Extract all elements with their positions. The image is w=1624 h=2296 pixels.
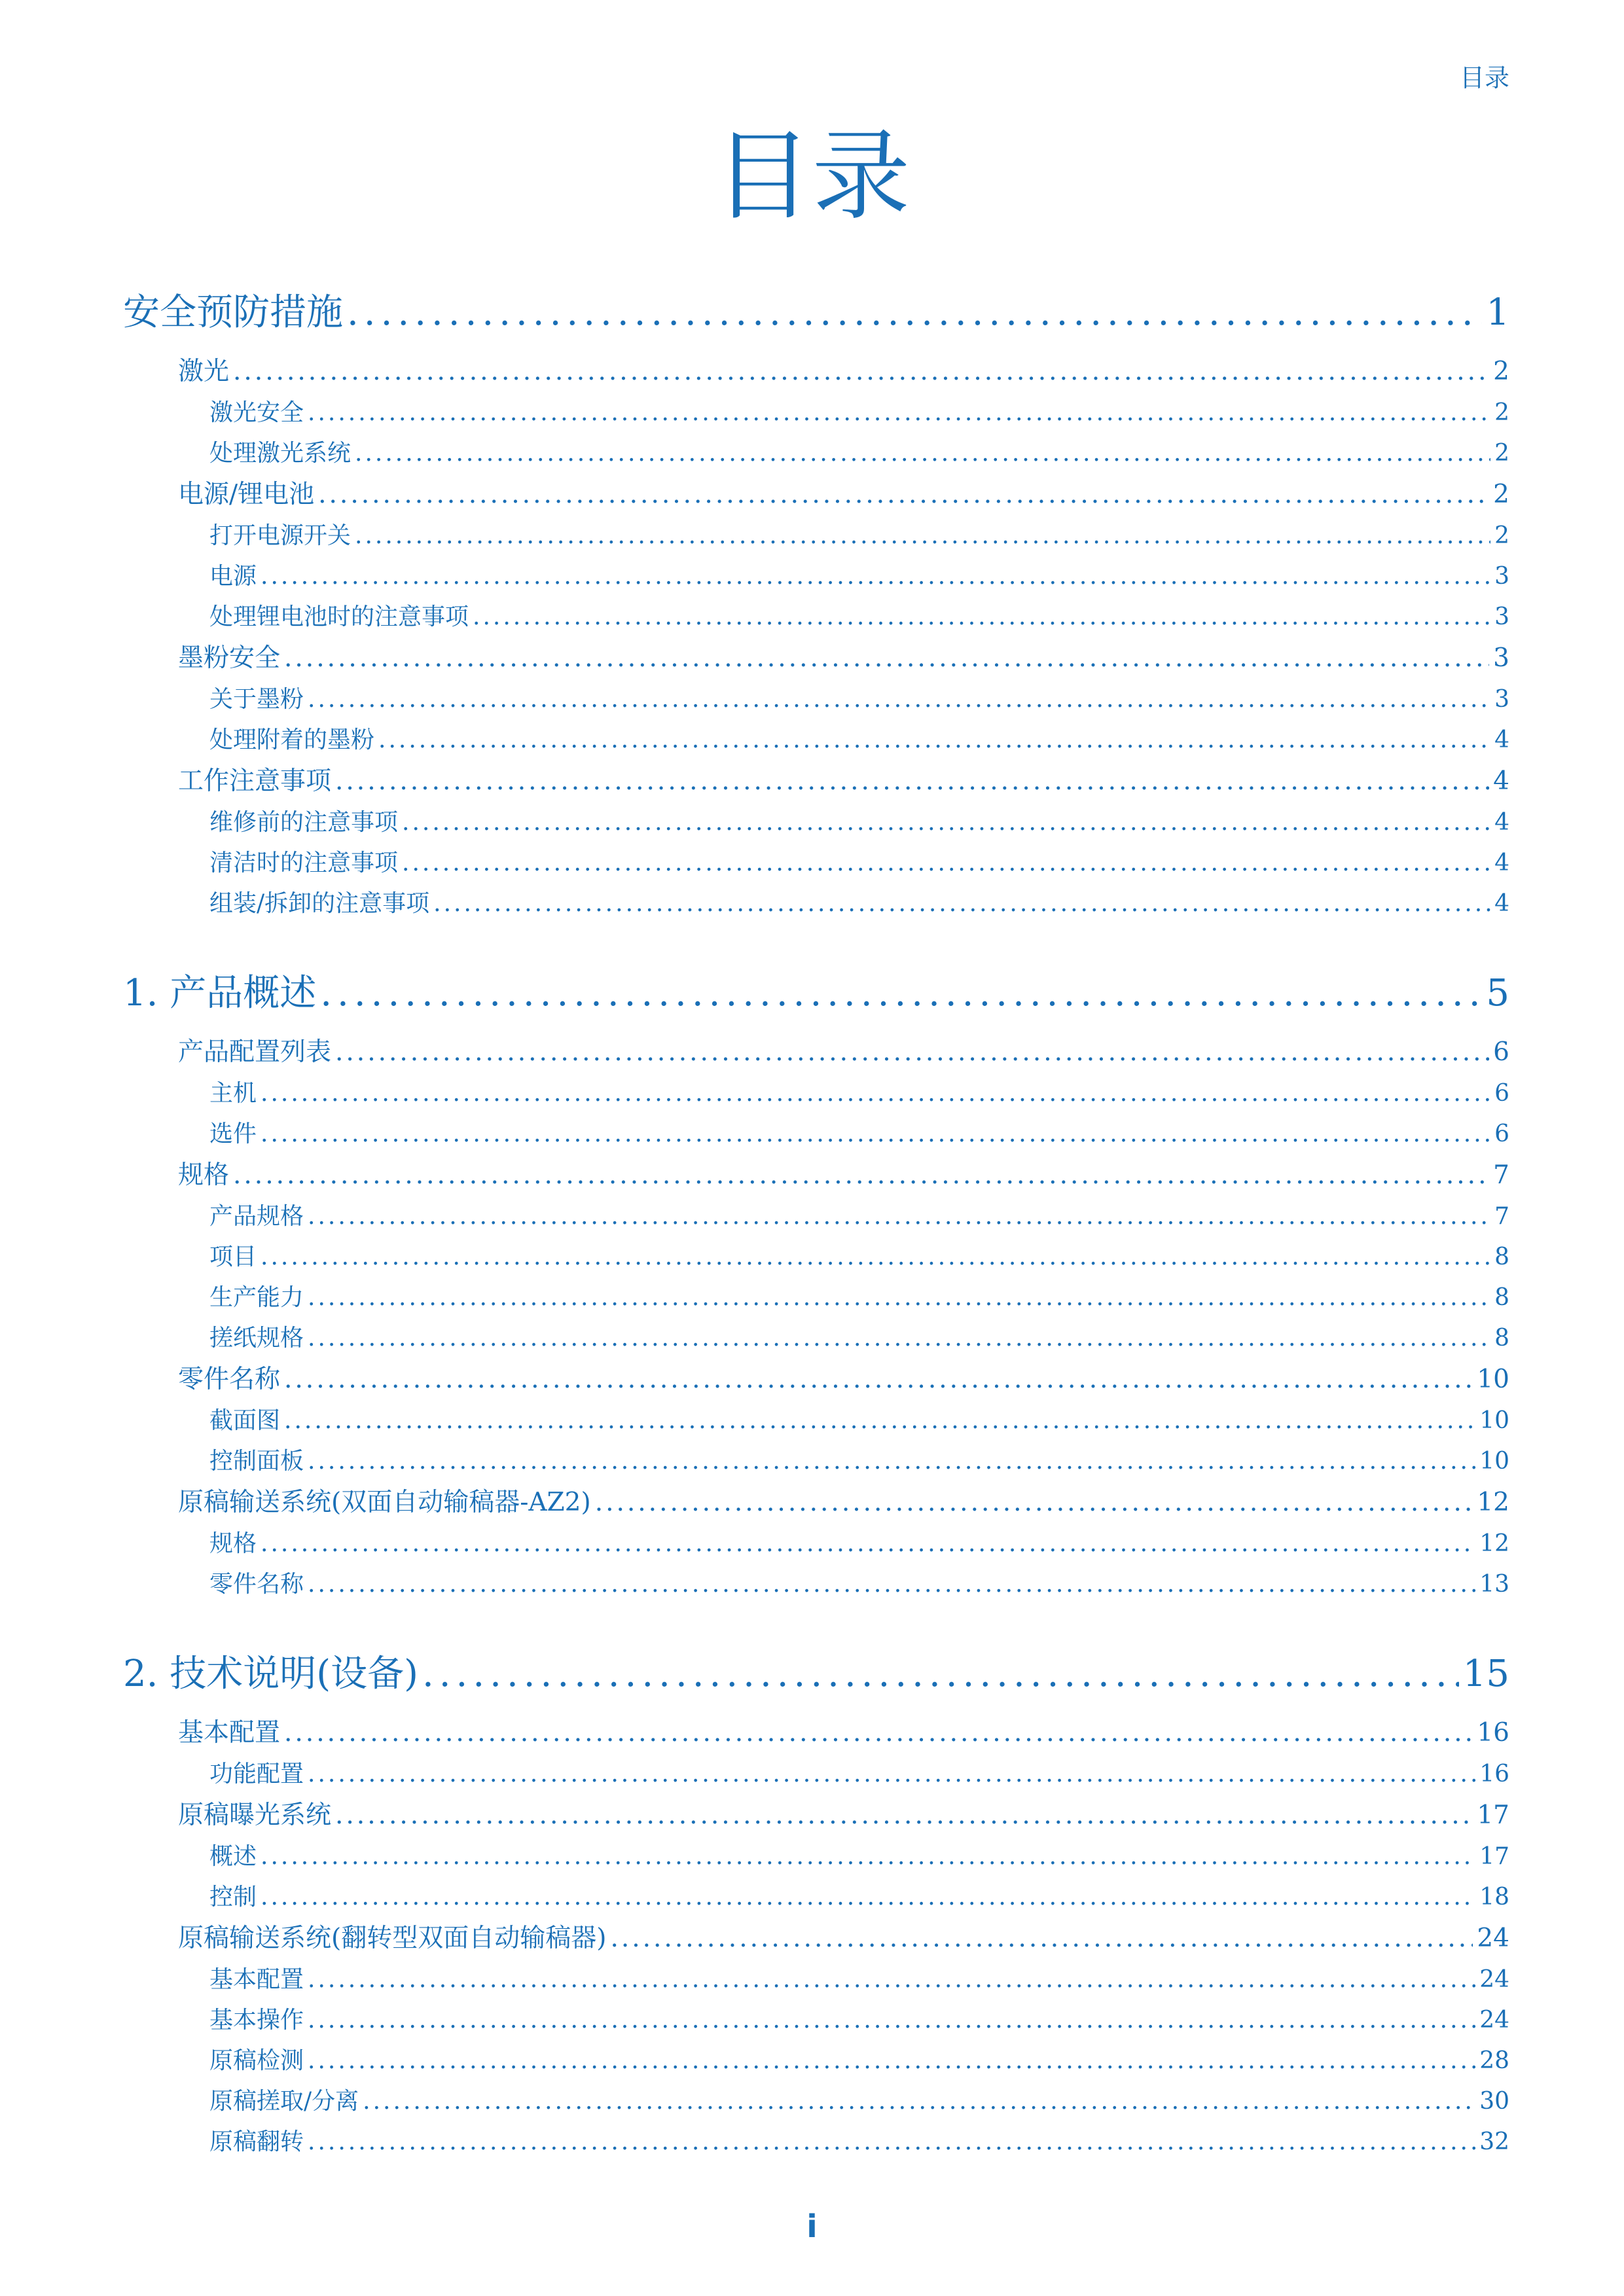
toc-subsection-entry[interactable]: [123, 1114, 1509, 1155]
dot-leader: [308, 1960, 1475, 2000]
dot-leader: [473, 597, 1490, 637]
toc-subsection-entry-label: 处理附着的墨粉: [209, 726, 375, 753]
toc-section-entry-page-number: 7: [1493, 1160, 1509, 1190]
toc-chapter-entry-page-number: 15: [1462, 1653, 1509, 1695]
dot-leader: [318, 474, 1489, 516]
toc-section-entry-label: 原稿曝光系统: [178, 1801, 332, 1830]
toc-subsection-entry-page-number: 8: [1494, 1284, 1509, 1311]
toc-section-entry-label: 产品配置列表: [178, 1037, 332, 1067]
toc-subsection-entry-label: 功能配置: [209, 1761, 304, 1787]
toc-subsection-entry[interactable]: [123, 2000, 1509, 2041]
dot-leader: [261, 556, 1490, 597]
toc-subsection-entry[interactable]: [123, 843, 1509, 884]
dot-leader: [355, 516, 1490, 556]
toc-subsection-entry-label: 主机: [209, 1080, 257, 1107]
toc-section-entry-label: 规格: [178, 1160, 230, 1190]
dot-leader: [347, 281, 1482, 344]
dot-leader: [422, 1643, 1459, 1706]
toc-subsection-entry[interactable]: [123, 1237, 1509, 1278]
toc-subsection-entry-label: 截面图: [209, 1407, 281, 1434]
toc-subsection-entry[interactable]: [123, 1318, 1509, 1359]
toc-subsection-entry-label: 组装/拆卸的注意事项: [209, 890, 430, 917]
dot-leader: [233, 1155, 1489, 1196]
toc-subsection-entry-page-number: 4: [1494, 890, 1509, 917]
toc-subsection-entry[interactable]: [123, 597, 1509, 637]
toc-subsection-entry-label: 关于墨粉: [209, 686, 304, 713]
dot-leader: [261, 1524, 1475, 1564]
dot-leader: [402, 802, 1490, 843]
toc-subsection-entry-page-number: 6: [1494, 1121, 1509, 1147]
dot-leader: [261, 1114, 1490, 1155]
dot-leader: [261, 1877, 1475, 1918]
toc-subsection-entry-page-number: 3: [1494, 563, 1509, 590]
dot-leader: [308, 1196, 1490, 1237]
toc-chapter-entry-label: 1. 产品概述: [123, 972, 317, 1014]
toc-subsection-entry[interactable]: [123, 1754, 1509, 1795]
table-of-contents: [123, 281, 1509, 2200]
dot-leader: [308, 1318, 1490, 1359]
toc-subsection-entry-label: 基本操作: [209, 2007, 304, 2034]
toc-subsection-entry-page-number: 3: [1494, 686, 1509, 713]
toc-subsection-entry[interactable]: [123, 1441, 1509, 1482]
toc-subsection-entry[interactable]: [123, 802, 1509, 843]
dot-leader: [320, 962, 1482, 1025]
toc-subsection-entry[interactable]: [123, 1960, 1509, 2000]
toc-section-entry-page-number: 2: [1493, 357, 1509, 386]
dot-leader: [363, 2081, 1475, 2122]
toc-subsection-entry[interactable]: [123, 393, 1509, 433]
toc-subsection-entry-label: 原稿搓取/分离: [209, 2088, 359, 2115]
toc-subsection-entry[interactable]: [123, 720, 1509, 761]
toc-section-entry[interactable]: [123, 761, 1509, 802]
toc-subsection-entry-page-number: 3: [1494, 603, 1509, 630]
toc-chapter-entry[interactable]: [123, 1643, 1509, 1706]
toc-subsection-entry-label: 处理激光系统: [209, 440, 352, 467]
toc-subsection-entry-label: 基本配置: [209, 1966, 304, 1993]
toc-subsection-entry[interactable]: [123, 1877, 1509, 1918]
dot-leader: [308, 2000, 1475, 2041]
dot-leader: [308, 1754, 1475, 1795]
toc-subsection-entry-label: 处理锂电池时的注意事项: [209, 603, 469, 630]
toc-subsection-entry-page-number: 2: [1494, 440, 1509, 467]
toc-subsection-entry[interactable]: [123, 433, 1509, 474]
toc-chapter-entry-label: 安全预防措施: [123, 291, 343, 334]
dot-leader: [335, 1031, 1489, 1073]
toc-section-entry[interactable]: [123, 1795, 1509, 1837]
dot-leader: [261, 1237, 1490, 1278]
toc-section-entry-page-number: 17: [1477, 1801, 1509, 1830]
toc-section-entry-page-number: 24: [1477, 1924, 1509, 1953]
toc-section-entry-label: 原稿输送系统(双面自动输稿器-AZ2): [178, 1488, 591, 1517]
toc-subsection-entry-label: 激光安全: [209, 399, 304, 426]
toc-section-entry-page-number: 16: [1477, 1718, 1509, 1748]
toc-subsection-entry-label: 打开电源开关: [209, 522, 352, 549]
dot-leader: [610, 1918, 1473, 1960]
toc-chapter-entry[interactable]: [123, 281, 1509, 344]
dot-leader: [308, 679, 1490, 720]
toc-subsection-entry-label: 生产能力: [209, 1284, 304, 1311]
toc-subsection-entry-page-number: 10: [1479, 1407, 1509, 1434]
toc-section-entry[interactable]: [123, 1359, 1509, 1401]
dot-leader: [261, 1837, 1475, 1877]
page-number: i: [806, 2208, 818, 2245]
toc-subsection-entry-label: 规格: [209, 1530, 257, 1557]
running-header: 目录: [1459, 63, 1509, 92]
toc-chapter: [123, 1643, 1509, 2162]
toc-subsection-entry[interactable]: [123, 884, 1509, 924]
toc-subsection-entry-page-number: 8: [1494, 1325, 1509, 1352]
dot-leader: [261, 1073, 1490, 1114]
dot-leader: [308, 1441, 1475, 1482]
toc-chapter: [123, 281, 1509, 924]
toc-subsection-entry[interactable]: [123, 2081, 1509, 2122]
toc-subsection-entry-label: 控制: [209, 1884, 257, 1910]
toc-section-entry-label: 电源/锂电池: [178, 480, 315, 509]
dot-leader: [284, 1712, 1473, 1754]
toc-subsection-entry-label: 原稿检测: [209, 2047, 304, 2074]
toc-subsection-entry[interactable]: [123, 2041, 1509, 2081]
toc-chapter-entry[interactable]: [123, 962, 1509, 1025]
toc-subsection-entry[interactable]: [123, 516, 1509, 556]
toc-subsection-entry-page-number: 12: [1479, 1530, 1509, 1557]
toc-section-entry-label: 激光: [178, 357, 230, 386]
toc-subsection-entry-label: 清洁时的注意事项: [209, 850, 399, 876]
toc-subsection-entry-page-number: 4: [1494, 726, 1509, 753]
toc-section-entry[interactable]: [123, 1031, 1509, 1073]
dot-leader: [308, 2041, 1475, 2081]
toc-section-entry[interactable]: [123, 1482, 1509, 1524]
toc-section-entry-page-number: 12: [1477, 1488, 1509, 1517]
dot-leader: [335, 761, 1489, 802]
toc-section-entry-page-number: 6: [1493, 1037, 1509, 1067]
dot-leader: [284, 1359, 1473, 1401]
dot-leader: [308, 393, 1490, 433]
dot-leader: [308, 2122, 1475, 2162]
toc-subsection-entry-page-number: 32: [1479, 2128, 1509, 2155]
toc-subsection-entry[interactable]: [123, 556, 1509, 597]
page-title: 目录: [713, 120, 911, 234]
toc-subsection-entry-page-number: 2: [1494, 399, 1509, 426]
toc-subsection-entry-page-number: 7: [1494, 1203, 1509, 1230]
toc-subsection-entry[interactable]: [123, 1564, 1509, 1605]
toc-subsection-entry-label: 原稿翻转: [209, 2128, 304, 2155]
toc-subsection-entry-label: 项目: [209, 1244, 257, 1270]
toc-section-entry[interactable]: [123, 1155, 1509, 1196]
toc-subsection-entry-page-number: 10: [1479, 1448, 1509, 1475]
toc-subsection-entry-label: 选件: [209, 1121, 257, 1147]
toc-section-entry[interactable]: [123, 1712, 1509, 1754]
toc-subsection-entry[interactable]: [123, 1524, 1509, 1564]
toc-subsection-entry-page-number: 18: [1479, 1884, 1509, 1910]
toc-subsection-entry-page-number: 2: [1494, 522, 1509, 549]
toc-subsection-entry-page-number: 13: [1479, 1571, 1509, 1598]
dot-leader: [308, 1278, 1490, 1318]
toc-section-entry-label: 工作注意事项: [178, 766, 332, 796]
toc-subsection-entry[interactable]: [123, 2122, 1509, 2162]
toc-chapter: [123, 962, 1509, 1605]
dot-leader: [335, 1795, 1473, 1837]
toc-section-entry-page-number: 10: [1477, 1365, 1509, 1394]
toc-section-entry-label: 基本配置: [178, 1718, 281, 1748]
toc-section-entry-label: 墨粉安全: [178, 643, 281, 673]
toc-subsection-entry-page-number: 24: [1479, 1966, 1509, 1993]
toc-section-entry[interactable]: [123, 637, 1509, 679]
toc-subsection-entry-page-number: 6: [1494, 1080, 1509, 1107]
toc-section-entry-label: 零件名称: [178, 1365, 281, 1394]
toc-subsection-entry-label: 零件名称: [209, 1571, 304, 1598]
dot-leader: [378, 720, 1490, 761]
toc-subsection-entry-page-number: 4: [1494, 850, 1509, 876]
dot-leader: [284, 1401, 1475, 1441]
toc-subsection-entry-page-number: 28: [1479, 2047, 1509, 2074]
toc-section-entry-page-number: 2: [1493, 480, 1509, 509]
toc-section-entry[interactable]: [123, 351, 1509, 393]
toc-subsection-entry-label: 控制面板: [209, 1448, 304, 1475]
dot-leader: [308, 1564, 1475, 1605]
toc-subsection-entry-page-number: 17: [1479, 1843, 1509, 1870]
toc-subsection-entry-page-number: 24: [1479, 2007, 1509, 2034]
toc-section-entry[interactable]: [123, 1918, 1509, 1960]
dot-leader: [233, 351, 1489, 393]
toc-chapter-entry-label: 2. 技术说明(设备): [123, 1653, 418, 1695]
toc-subsection-entry[interactable]: [123, 679, 1509, 720]
dot-leader: [284, 637, 1489, 679]
dot-leader: [355, 433, 1490, 474]
dot-leader: [433, 884, 1490, 924]
toc-subsection-entry[interactable]: [123, 1278, 1509, 1318]
toc-subsection-entry-page-number: 8: [1494, 1244, 1509, 1270]
toc-subsection-entry-page-number: 16: [1479, 1761, 1509, 1787]
toc-subsection-entry-label: 维修前的注意事项: [209, 809, 399, 836]
dot-leader: [402, 843, 1490, 884]
toc-chapter-entry-page-number: 5: [1486, 972, 1509, 1014]
toc-subsection-entry-page-number: 4: [1494, 809, 1509, 836]
toc-subsection-entry[interactable]: [123, 1196, 1509, 1237]
toc-subsection-entry-page-number: 30: [1479, 2088, 1509, 2115]
toc-subsection-entry-label: 概述: [209, 1843, 257, 1870]
toc-section-entry-page-number: 4: [1493, 766, 1509, 796]
toc-section-entry-label: 原稿输送系统(翻转型双面自动输稿器): [178, 1924, 607, 1953]
toc-subsection-entry[interactable]: [123, 1073, 1509, 1114]
toc-subsection-entry-label: 产品规格: [209, 1203, 304, 1230]
toc-section-entry[interactable]: [123, 474, 1509, 516]
toc-chapter-entry-page-number: 1: [1486, 291, 1509, 334]
toc-subsection-entry-label: 电源: [209, 563, 257, 590]
toc-section-entry-page-number: 3: [1493, 643, 1509, 673]
toc-subsection-entry[interactable]: [123, 1837, 1509, 1877]
toc-subsection-entry[interactable]: [123, 1401, 1509, 1441]
toc-subsection-entry-label: 搓纸规格: [209, 1325, 304, 1352]
dot-leader: [595, 1482, 1473, 1524]
